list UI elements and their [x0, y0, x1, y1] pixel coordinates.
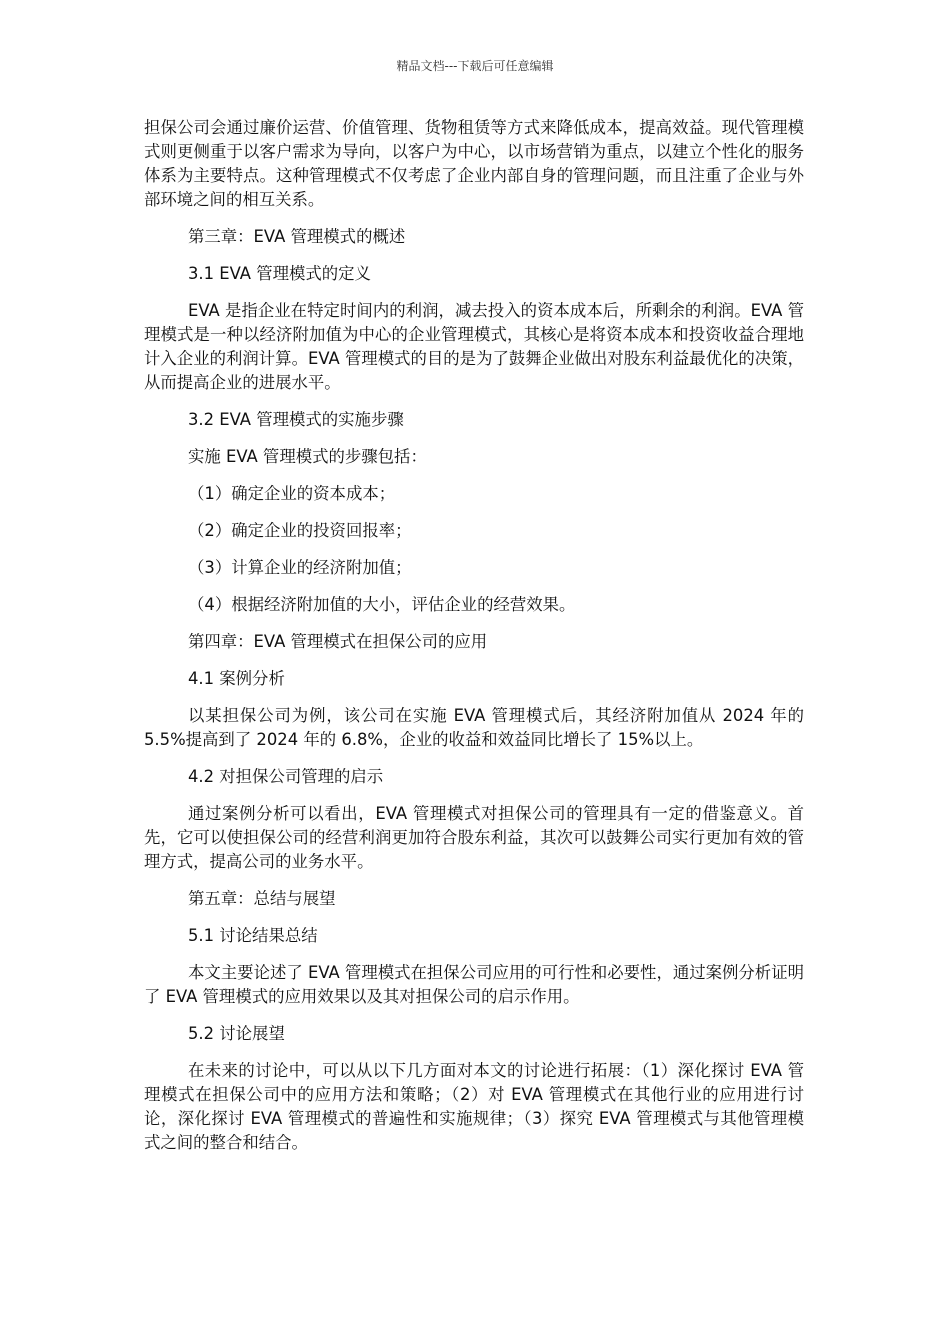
section-3-2-heading: 3.2 EVA 管理模式的实施步骤 [188, 410, 404, 429]
paragraph-steps-intro: 实施 EVA 管理模式的步骤包括： [188, 447, 427, 466]
paragraph-outlook: 在未来的讨论中，可以从以下几方面对本文的讨论进行拓展：（1）深化探讨 EVA 管理模式在担保公司中的应用方法和策略；（2）对 EVA 管理模式在其他行业的应用进行讨论，深化探讨 EVA 管理模式的普遍性和实施规律；（3）探究 EVA 管理模式与其他管理模式之间的整合和结合。 [144, 1061, 804, 1152]
section-4-1-heading: 4.1 案例分析 [188, 669, 285, 688]
chapter-3-heading: 第三章：EVA 管理模式的概述 [188, 227, 406, 246]
section-5-1-heading: 5.1 讨论结果总结 [188, 926, 318, 945]
document-body [144, 116, 804, 1168]
paragraph-case-analysis: 以某担保公司为例，该公司在实施 EVA 管理模式后，其经济附加值从 2024 年的 5.5%提高到了 2024 年的 6.8%，企业的收益和效益同比增长了 15%以上。 [144, 706, 804, 749]
section-5-2-heading: 5.2 讨论展望 [188, 1024, 285, 1043]
list-item-step-2: （2）确定企业的投资回报率； [188, 521, 412, 540]
paragraph-intro: 担保公司会通过廉价运营、价值管理、货物租赁等方式来降低成本，提高效益。现代管理模式则更侧重于以客户需求为导向，以客户为中心，以市场营销为重点，以建立个性化的服务体系为主要特点。这种管理模式不仅考虑了企业内部自身的管理问题，而且注重了企业与外部环境之间的相互关系。 [144, 118, 804, 209]
section-4-2-heading: 4.2 对担保公司管理的启示 [188, 767, 384, 786]
paragraph-eva-definition: EVA 是指企业在特定时间内的利润，减去投入的资本成本后，所剩余的利润。EVA 管理模式是一种以经济附加值为中心的企业管理模式，其核心是将资本成本和投资收益合理地计入企业的利润计算。EVA 管理模式的目的是为了鼓舞企业做出对股东利益最优化的决策，从而提高企业的进展水平。 [144, 301, 804, 392]
page-header: 精品文档---下载后可任意编辑 [396, 59, 554, 73]
list-item-step-1: （1）确定企业的资本成本； [188, 484, 396, 503]
paragraph-management-insights: 通过案例分析可以看出，EVA 管理模式对担保公司的管理具有一定的借鉴意义。首先，它可以使担保公司的经营利润更加符合股东利益，其次可以鼓舞公司实行更加有效的管理方式，提高公司的业务水平。 [144, 804, 804, 871]
paragraph-summary: 本文主要论述了 EVA 管理模式在担保公司应用的可行性和必要性，通过案例分析证明了 EVA 管理模式的应用效果以及其对担保公司的启示作用。 [144, 963, 804, 1006]
chapter-5-heading: 第五章：总结与展望 [188, 889, 336, 908]
list-item-step-3: （3）计算企业的经济附加值； [188, 558, 412, 577]
chapter-4-heading: 第四章：EVA 管理模式在担保公司的应用 [188, 632, 488, 651]
list-item-step-4: （4）根据经济附加值的大小，评估企业的经营效果。 [188, 595, 576, 614]
section-3-1-heading: 3.1 EVA 管理模式的定义 [188, 264, 371, 283]
